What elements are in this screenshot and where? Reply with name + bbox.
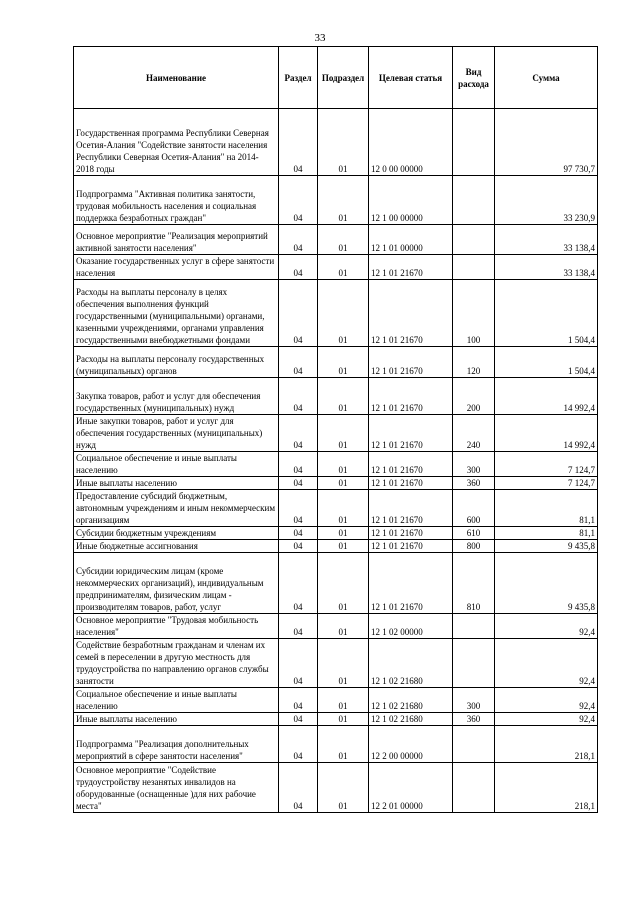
cell-subsection: 01 — [318, 176, 369, 225]
cell-sum: 218,1 — [495, 726, 598, 763]
cell-target: 12 1 02 00000 — [369, 614, 453, 639]
cell-subsection: 01 — [318, 347, 369, 378]
cell-expense-type: 100 — [453, 280, 495, 347]
table-row — [74, 763, 598, 813]
cell-target: 12 2 01 00000 — [369, 763, 453, 813]
cell-section: 04 — [279, 726, 318, 763]
cell-expense-type: 600 — [453, 490, 495, 527]
cell-sum: 81,1 — [495, 527, 598, 540]
table-body — [74, 109, 598, 813]
table-row — [74, 527, 598, 540]
budget-table — [73, 46, 598, 813]
cell-subsection: 01 — [318, 553, 369, 614]
cell-expense-type — [453, 176, 495, 225]
header-subsection: Подраздел — [318, 47, 369, 109]
cell-name: Основное мероприятие "Содействие трудоустройству незанятых инвалидов на оборудованные (оснащенные )для них рабочие места" — [74, 763, 279, 813]
table-row — [74, 225, 598, 255]
table-row — [74, 553, 598, 614]
cell-target: 12 1 01 21670 — [369, 527, 453, 540]
cell-sum: 97 730,7 — [495, 109, 598, 176]
cell-subsection: 01 — [318, 109, 369, 176]
cell-name: Иные выплаты населению — [74, 713, 279, 726]
cell-subsection: 01 — [318, 527, 369, 540]
cell-name: Социальное обеспечение и иные выплаты населению — [74, 452, 279, 477]
cell-sum: 218,1 — [495, 763, 598, 813]
cell-target: 12 1 01 21670 — [369, 347, 453, 378]
cell-name: Расходы на выплаты персоналу государственных (муниципальных) органов — [74, 347, 279, 378]
cell-target: 12 1 01 21670 — [369, 477, 453, 490]
header-section: Раздел — [279, 47, 318, 109]
cell-sum: 7 124,7 — [495, 477, 598, 490]
cell-section: 04 — [279, 713, 318, 726]
cell-name: Основное мероприятие "Трудовая мобильность населения" — [74, 614, 279, 639]
cell-target: 12 1 02 21680 — [369, 688, 453, 713]
cell-subsection: 01 — [318, 255, 369, 280]
cell-name: Субсидии юридическим лицам (кроме некоммерческих организаций), индивидуальным предпринимателям, физическим лицам - производителям товаров, работ, услуг — [74, 553, 279, 614]
cell-section: 04 — [279, 280, 318, 347]
cell-expense-type: 120 — [453, 347, 495, 378]
cell-name: Субсидии бюджетным учреждениям — [74, 527, 279, 540]
table-row — [74, 713, 598, 726]
cell-expense-type: 810 — [453, 553, 495, 614]
cell-name: Иные закупки товаров, работ и услуг для обеспечения государственных (муниципальных) нужд — [74, 415, 279, 452]
cell-expense-type: 360 — [453, 713, 495, 726]
cell-name: Расходы на выплаты персоналу в целях обеспечения выполнения функций государственными (муниципальными) органами, казенными учреждениями, органами управления государственными внебюджетными фондами — [74, 280, 279, 347]
cell-subsection: 01 — [318, 490, 369, 527]
cell-subsection: 01 — [318, 540, 369, 553]
table-row — [74, 280, 598, 347]
cell-sum: 14 992,4 — [495, 415, 598, 452]
cell-subsection: 01 — [318, 452, 369, 477]
header-sum: Сумма — [495, 47, 598, 109]
table-row — [74, 726, 598, 763]
table-row — [74, 477, 598, 490]
cell-expense-type: 240 — [453, 415, 495, 452]
cell-subsection: 01 — [318, 225, 369, 255]
cell-target: 12 1 01 21670 — [369, 378, 453, 415]
cell-sum: 92,4 — [495, 688, 598, 713]
cell-target: 12 1 01 21670 — [369, 255, 453, 280]
cell-name: Основное мероприятие "Реализация мероприятий активной занятости населения" — [74, 225, 279, 255]
cell-target: 12 1 01 21670 — [369, 280, 453, 347]
cell-sum: 1 504,4 — [495, 347, 598, 378]
cell-subsection: 01 — [318, 477, 369, 490]
table-row — [74, 688, 598, 713]
cell-expense-type — [453, 255, 495, 280]
table-row — [74, 176, 598, 225]
table-row — [74, 452, 598, 477]
cell-expense-type — [453, 763, 495, 813]
table-row — [74, 540, 598, 553]
cell-sum: 33 138,4 — [495, 225, 598, 255]
cell-target: 12 2 00 00000 — [369, 726, 453, 763]
cell-subsection: 01 — [318, 415, 369, 452]
cell-expense-type: 300 — [453, 452, 495, 477]
cell-name: Подпрограмма "Реализация дополнительных мероприятий в сфере занятости населения" — [74, 726, 279, 763]
cell-expense-type: 200 — [453, 378, 495, 415]
cell-target: 12 1 01 21670 — [369, 540, 453, 553]
cell-subsection: 01 — [318, 639, 369, 688]
table-row — [74, 614, 598, 639]
cell-expense-type: 800 — [453, 540, 495, 553]
cell-sum: 33 230,9 — [495, 176, 598, 225]
cell-subsection: 01 — [318, 614, 369, 639]
cell-name: Иные выплаты населению — [74, 477, 279, 490]
table-row — [74, 639, 598, 688]
cell-expense-type: 300 — [453, 688, 495, 713]
table-row — [74, 415, 598, 452]
cell-name: Подпрограмма "Активная политика занятости, трудовая мобильность населения и социальная поддержка безработных граждан" — [74, 176, 279, 225]
cell-sum: 33 138,4 — [495, 255, 598, 280]
cell-target: 12 1 01 21670 — [369, 490, 453, 527]
cell-name: Оказание государственных услуг в сфере занятости населения — [74, 255, 279, 280]
cell-section: 04 — [279, 452, 318, 477]
cell-target: 12 1 01 21670 — [369, 452, 453, 477]
cell-name: Социальное обеспечение и иные выплаты населению — [74, 688, 279, 713]
cell-section: 04 — [279, 490, 318, 527]
header-row — [74, 47, 598, 109]
cell-section: 04 — [279, 109, 318, 176]
cell-expense-type — [453, 614, 495, 639]
cell-section: 04 — [279, 527, 318, 540]
cell-section: 04 — [279, 347, 318, 378]
cell-target: 12 1 00 00000 — [369, 176, 453, 225]
cell-sum: 7 124,7 — [495, 452, 598, 477]
header-name: Наименование — [74, 47, 279, 109]
cell-expense-type: 360 — [453, 477, 495, 490]
cell-target: 12 1 01 21670 — [369, 553, 453, 614]
cell-subsection: 01 — [318, 726, 369, 763]
cell-target: 12 1 02 21680 — [369, 713, 453, 726]
cell-sum: 92,4 — [495, 614, 598, 639]
cell-section: 04 — [279, 688, 318, 713]
cell-sum: 14 992,4 — [495, 378, 598, 415]
cell-section: 04 — [279, 763, 318, 813]
cell-section: 04 — [279, 614, 318, 639]
cell-section: 04 — [279, 225, 318, 255]
cell-section: 04 — [279, 639, 318, 688]
cell-target: 12 1 01 21670 — [369, 415, 453, 452]
cell-sum: 1 504,4 — [495, 280, 598, 347]
page-number: 33 — [314, 32, 326, 44]
header-target: Целевая статья — [369, 47, 453, 109]
cell-section: 04 — [279, 477, 318, 490]
table-row — [74, 255, 598, 280]
cell-subsection: 01 — [318, 688, 369, 713]
cell-name: Государственная программа Республики Северная Осетия-Алания "Содействие занятости населения Республики Северная Осетия-Алания" на 2014-2018 годы — [74, 109, 279, 176]
cell-sum: 9 435,8 — [495, 553, 598, 614]
table-row — [74, 378, 598, 415]
cell-sum: 92,4 — [495, 713, 598, 726]
header-expense-type: Вид расхода — [453, 47, 495, 109]
cell-section: 04 — [279, 176, 318, 225]
cell-name: Иные бюджетные ассигнования — [74, 540, 279, 553]
cell-target: 12 0 00 00000 — [369, 109, 453, 176]
cell-subsection: 01 — [318, 763, 369, 813]
cell-sum: 92,4 — [495, 639, 598, 688]
cell-target: 12 1 01 00000 — [369, 225, 453, 255]
cell-sum: 81,1 — [495, 490, 598, 527]
cell-name: Закупка товаров, работ и услуг для обеспечения государственных (муниципальных) нужд — [74, 378, 279, 415]
cell-section: 04 — [279, 540, 318, 553]
cell-expense-type: 610 — [453, 527, 495, 540]
cell-name: Содействие безработным гражданам и членам их семей в переселении в другую местность для трудоустройства по направлению органов службы занятости — [74, 639, 279, 688]
cell-section: 04 — [279, 255, 318, 280]
cell-target: 12 1 02 21680 — [369, 639, 453, 688]
cell-subsection: 01 — [318, 378, 369, 415]
table-row — [74, 490, 598, 527]
cell-expense-type — [453, 225, 495, 255]
cell-expense-type — [453, 109, 495, 176]
cell-section: 04 — [279, 378, 318, 415]
cell-subsection: 01 — [318, 280, 369, 347]
table-row — [74, 109, 598, 176]
cell-sum: 9 435,8 — [495, 540, 598, 553]
cell-subsection: 01 — [318, 713, 369, 726]
cell-section: 04 — [279, 553, 318, 614]
cell-expense-type — [453, 639, 495, 688]
cell-expense-type — [453, 726, 495, 763]
cell-name: Предоставление субсидий бюджетным, автономным учреждениям и иным некоммерческим организациям — [74, 490, 279, 527]
table-row — [74, 347, 598, 378]
cell-section: 04 — [279, 415, 318, 452]
